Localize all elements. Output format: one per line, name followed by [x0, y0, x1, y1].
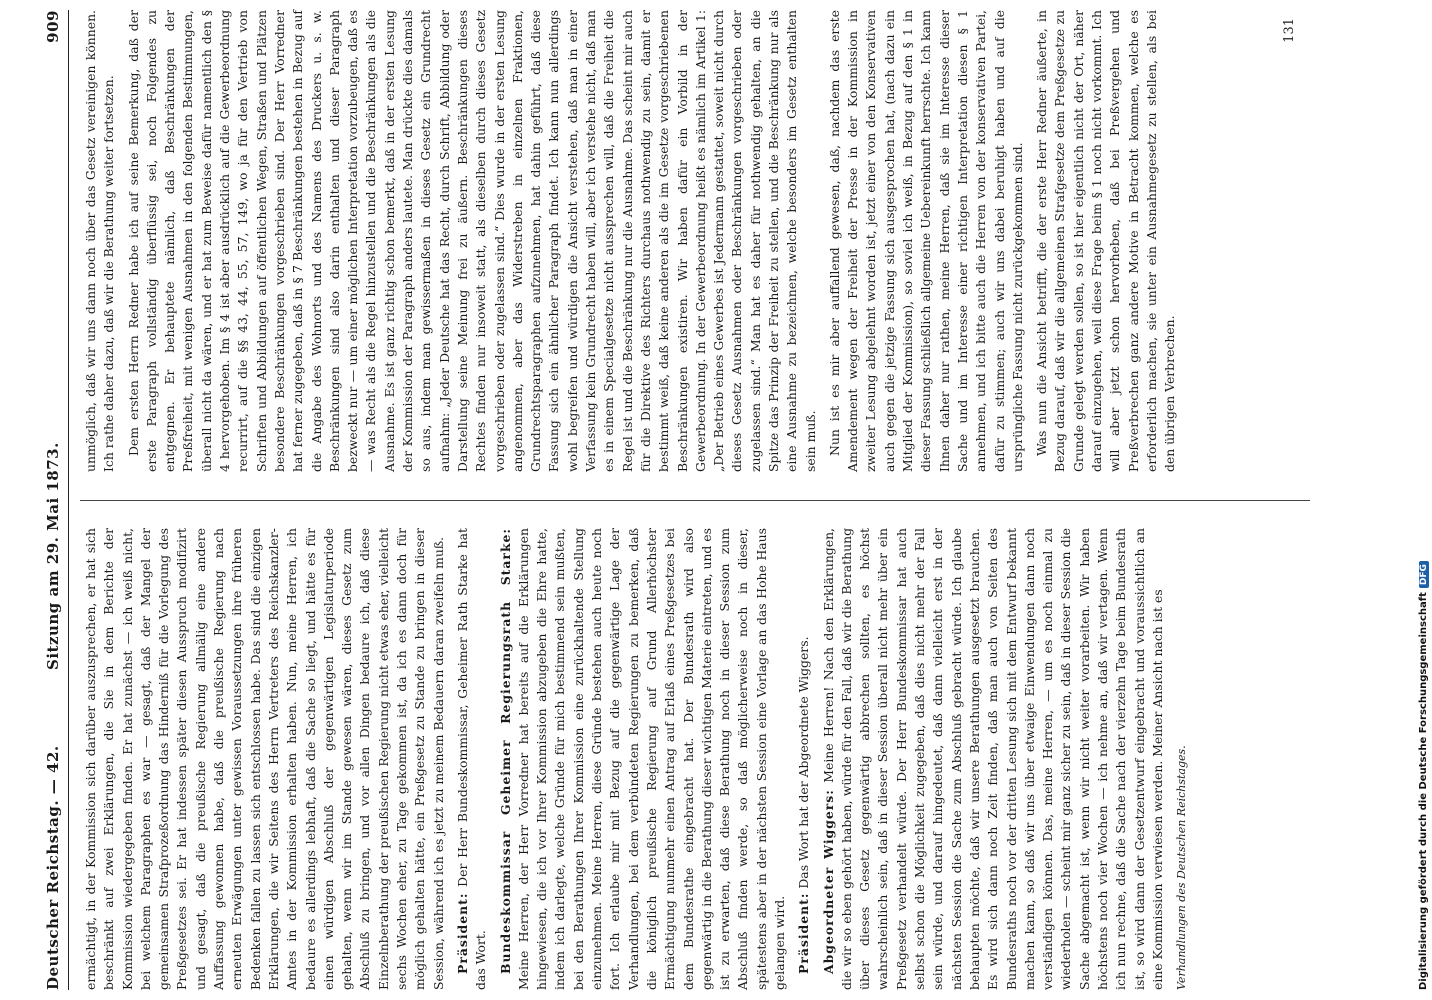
header-journal-title: Deutscher Reichstag. — 42.	[44, 745, 62, 990]
header-page-number: 909	[44, 10, 62, 43]
speaker-name: Präsident:	[454, 892, 470, 974]
credit-text: Digitalisierung gefördert durch die Deutsche Forschungsgemeinschaft	[1418, 592, 1429, 990]
president-remark-1	[454, 528, 491, 990]
speech-text: Das Wort hat der Abgeordnete Wiggers.	[796, 636, 812, 889]
header-session-date: Sitzung am 29. Mai 1873.	[44, 442, 62, 670]
starke-speech	[497, 528, 790, 990]
president-remark-2	[795, 528, 813, 990]
paragraph: Was nun die Ansicht betrifft, die der erste Herr Redner äußerte, in Bezug darauf, daß wir die allgemeinen Strafgesetze dem Preßgesetze zu Grunde gelegt werden sollen, so ist hier eigentlich nicht der Ort, näher darauf einzugehen, weil diese Frage beim § 1 noch nicht vorkommt. Ich will aber jetzt schon hervorheben, daß bei Preßvergehen und Preßverbrechen ganz andere Motive in Betracht kommen, welche es erforderlich machen, sie unter ein Ausnahmegesetz zu stellen, als bei den übrigen Verbrechen.	[1034, 10, 1178, 472]
column-divider	[80, 500, 1310, 501]
paragraph: Nun ist es mir aber auffallend gewesen, daß, nachdem das erste Amendement wegen der Freiheit der Presse in der Kommission in zweiter Lesung abgelehnt worden ist, jetzt einer von den Konservativen auch gegen die jetzige Fassung sich ausgesprochen hat, (nach dazu ein Mitglied der Kommission), so soviel ich weiß, in Bezug auf den § 1 in dieser Fassung schließlich allgemeine Uebereinkunft herrschte. Ich kann Ihnen daher nur rathen, meine Herren, daß sie im Interesse dieser Sache und im Interesse einer richtigen Interpretation diesen § 1 annehmen, und ich bitte auch die Herren von der konservativen Partei, dafür zu stimmen; auch wir uns dabei beruhigt haben und auf die ursprüngliche Fassung nicht zurückgekommen sind.	[826, 10, 1025, 472]
left-column	[82, 528, 1198, 990]
paragraph: ermächtigt, in der Kommission sich darüber auszusprechen, er hat sich beschränkt auf zwei Erklärungen, die Sie in dem Berichte der Kommission wiedergegeben finden. Er hat zunächst — ich weiß nicht, bei welchem Paragraphen es war — gesagt, daß der Mangel der gemeinsamen Strafprozeßordnung das Hinderniß für die Vorlegung des Preßgesetzes sei. Er hat indessen später diesen Ausspruch modifizirt und gesagt, daß die preußische Regierung allmälig eine andere Auffassung gewonnen habe, daß die preußische Regierung nach erneuten Erwägungen unter gewissen Voraussetzungen ihre früheren Bedenken fallen zu lassen sich entschlossen habe. Das sind die einzigen Erklärungen, die wir Seitens des Herrn Vertreters des Reichskanzler-Amtes in der Kommission erhalten haben. Nun, meine Herren, ich bedaure es allerdings lebhaft, daß die Sache so liegt, und hätte es für einen würdigen Abschluß der gegenwärtigen Legislaturperiode gehalten, wenn wir im Stande gewesen wären, dieses Gesetz zum Abschluß zu bringen, und vor allen Dingen bedaure ich, daß diese Einzelnberathung der preußischen Regierung nicht etwas eher, vielleicht sechs Wochen eher, zu Tage gekommen ist, da ich es dann doch für möglich gehalten hätte, ein Preßgesetz zu Stande zu bringen in dieser Session, während ich es jetzt zu meinem Bedauern daran zweifeln muß.	[83, 528, 446, 990]
running-head	[40, 10, 69, 990]
rotated-page	[40, 10, 1380, 990]
speech-text: Der Herr Bundeskommissar, Geheimer Rath Starke hat das Wort.	[454, 528, 489, 990]
paragraph: Dem ersten Herrn Redner habe ich auf seine Bemerkung, daß der erste Paragraph vollständig überflüssig sei, noch Folgendes zu entgegnen. Er behauptete nämlich, daß Beschränkungen der Preßfreiheit, mit wenigen Ausnahmen in den folgenden Bestimmungen, überall nicht da wären, und er hat zum Beweise dafür namentlich den § 4 hervorgehoben. Im § 4 ist aber ausdrücklich auf die Gewerbeordnung recurrirt, auf die §§ 43, 44, 55, 57, 149, wo ja für den Vertrieb von Schriften und Abbildungen auf öffentlichen Wegen, Straßen und Plätzen besondere Beschränkungen vorgeschrieben sind. Der Herr Vorredner hat ferner zugegeben, daß in § 7 Beschränkungen bestehen in Bezug auf die Angabe des Wohnorts und des Namens des Druckers u. s. w. Beschränkungen sind also darin enthalten und dieser Paragraph bezweckt nur — um einer möglichen Interpretation vorzubeugen, daß es — was Recht als die Regel hinzustellen und die Beschränkungen als die Ausnahme. Es ist ganz richtig schon bemerkt, daß in der ersten Lesung der Kommission der Paragraph anders lautete. Man drückte dies damals so aus, indem man gewissermaßen in dieses Gesetz ein Grundrecht aufnahm: „Jeder Deutsche hat das Recht, durch Schrift, Abbildung oder Darstellung seine Meinung frei zu äußern. Beschränkungen dieses Rechtes finden nur insoweit statt, als dieselben durch dieses Gesetz vorgeschrieben oder zugelassen sind.“ Dies wurde in der ersten Lesung angenommen, aber das Widerstreben in einzelnen Fraktionen, Grundrechtsparagraphen aufzunehmen, hat dahin geführt, daß diese Fassung sich ein ähnlicher Paragraph findet. Ich kann nun allerdings wohl begreifen und würdigen die Ansicht verstehen, daß man in einer Verfassung kein Grundrecht haben will, aber ich verstehe nicht, daß man es in einem Specialgesetze nicht aussprechen will, daß die Freiheit die Regel ist und die Beschränkung nur die Ausnahme. Das scheint mir auch für die Direktive des Richters durchaus nothwendig zu sein, damit er bestimmt weiß, daß keine anderen als die im Gesetze vorgeschriebenen Beschränkungen existiren. Wir haben dafür ein Vorbild in der Gewerbeordnung. In der Gewerbeordnung heißt es nämlich im Artikel 1: „Der Betrieb eines Gewerbes ist Jedermann gestattet, soweit nicht durch dieses Gesetz Ausnahmen oder Beschränkungen vorgeschrieben oder zugelassen sind.“ Man hat es daher für nothwendig gehalten, an die Spitze das Prinzip der Freiheit zu stellen, und die Beschränkung nur als eine Ausnahme zu bezeichnen, welche besonders im Gesetz enthalten sein muß.	[125, 10, 818, 472]
speech-text: Meine Herren! Nach den Erklärungen, die wir so eben gehört haben, würde für den Fall, daß wir die Berathung über dieses Gesetz gegenwärtig abbrechen sollten, es höchst wahrscheinlich sein, daß in dieser Session überall nicht mehr über ein Preßgesetz verhandelt würde. Der Herr Bundeskommissar hat auch selbst schon die Möglichkeit zugegeben, daß dies nicht mehr der Fall sein würde, und darauf hingedeutet, daß dann vielleicht erst in der nächsten Session die Sache zum Abschluß gebracht würde. Ich glaube behaupten möchte, daß wir unsere Berathungen ausgesetzt brauchen. Es wird sich dann noch Zeit finden, daß man auch von Seiten des Bundesraths noch vor der dritten Lesung sich mit dem Entwurf bekannt machen kann, so daß wir uns über etwaige Einwendungen dann noch verständigen können. Das, meine Herren, — um es noch einmal zu wiederholen — scheint mir ganz sicher zu sein, daß in dieser Session die Sache abgemacht ist, wenn wir nicht weiter vorarbeiten. Wir haben höchstens noch vier Wochen — ich nehme an, daß wir vertagen. Wenn ich nun rechne, daß die Sache nach der vierzehn Tage beim Bundesrath ist, so wird dann der Gesetzentwurf eingebracht und voraussichtlich an eine Kommission verwiesen werden. Meiner Ansicht nach ist es	[820, 528, 1165, 990]
paragraph: unmöglich, daß wir uns dann noch über das Gesetz vereinigen können. Ich rathe daher dazu, daß wir die Berathung weiter fortsetzen.	[83, 10, 117, 472]
speaker-name: Bundeskommissar Geheimer Regierungsrath Starke:	[497, 528, 513, 974]
speaker-name: Präsident:	[796, 892, 812, 974]
digitization-credit	[1418, 30, 1432, 990]
right-column	[82, 10, 1186, 472]
wiggers-speech	[820, 528, 1168, 990]
dfg-logo: DFG	[1419, 561, 1429, 588]
imprint-line: Verhandlungen des Deutschen Reichstages.	[1175, 745, 1189, 990]
speech-text: Meine Herren, der Herr Vorredner hat bereits auf die Erklärungen hingewiesen, die ich vor Ihrer Kommission abzugeben die Ehre hatte, indem ich darlegte, welche Gründe für mich bestimmend sein mußten, bei den Berathungen Ihrer Kommission eine zurückhaltende Stellung einzunehmen. Meine Herren, diese Gründe bestehen auch heute noch fort. Ich erlaube mir mit Bezug auf die gegenwärtige Lage der Verhandlungen, bei dem verbündeten Regierungen zu bemerken, daß die königlich preußische Regierung auf Grund Allerhöchster Ermächtigung nunmehr einen Antrag auf Erlaß eines Preßgesetzes bei dem Bundesrathe eingebracht hat. Der Bundesrath wird also gegenwärtig in die Berathung dieser wichtigen Materie eintreten, und es ist zu erwarten, daß diese Berathung noch in dieser Session zum Abschluß finden werde, so daß möglicherweise noch in dieser, spätestens aber in der nächsten Session eine Vorlage an das Hohe Haus gelangen wird.	[515, 528, 787, 990]
signature-number: 131	[1282, 18, 1297, 43]
speaker-name: Abgeordneter Wiggers:	[820, 789, 836, 974]
